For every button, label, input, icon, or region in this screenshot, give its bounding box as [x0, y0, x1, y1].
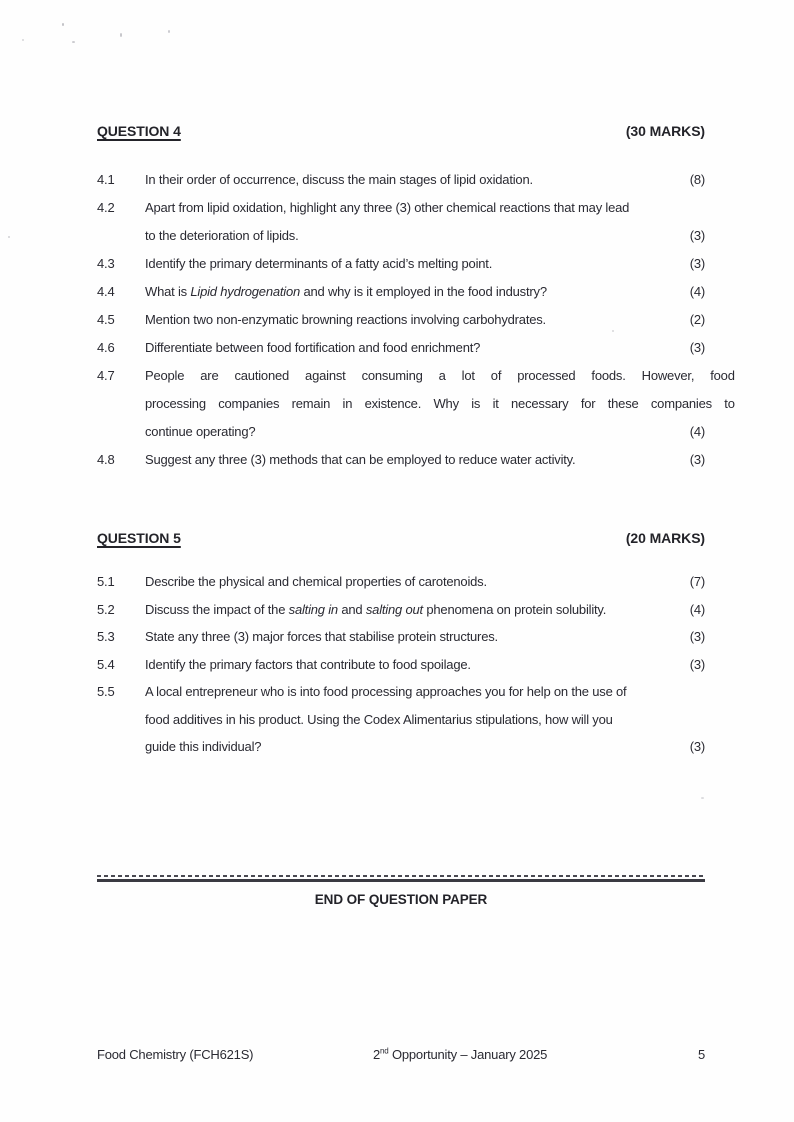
question-marks: (3) — [689, 739, 705, 754]
question-item — [97, 446, 705, 474]
section-header — [97, 121, 705, 141]
question-number: 5.4 — [97, 656, 115, 672]
question-number: 4.6 — [97, 340, 115, 355]
question-marks: (3) — [689, 256, 705, 271]
question-marks: (4) — [689, 284, 705, 299]
text-segment: Identify the primary determinants of a fatty acid’s melting point. — [145, 256, 493, 271]
question-text-line — [145, 166, 705, 194]
question-item — [97, 678, 705, 761]
end-of-paper-note: END OF QUESTION PAPER — [314, 891, 488, 907]
text-segment: State any three (3) major forces that stabilise protein structures. — [145, 629, 498, 644]
question-number: 4.7 — [97, 368, 115, 383]
text-segment: Lipid hydrogenation — [190, 284, 301, 299]
question-item — [97, 568, 705, 596]
scan-artifact — [22, 39, 24, 41]
text-segment: salting out — [365, 601, 423, 617]
question-text-line — [145, 250, 705, 278]
question-item — [97, 334, 705, 362]
question-text-line — [145, 362, 735, 390]
section-header — [97, 528, 705, 548]
text-segment: phenomena on protein solubility. — [422, 601, 607, 617]
question-marks: (4) — [689, 601, 705, 617]
question-item — [97, 278, 705, 306]
scan-artifact — [62, 23, 64, 26]
text-segment: People are cautioned against consuming a lot of processed foods. However, food — [145, 368, 735, 383]
question-text-line — [145, 568, 705, 596]
question-text-line — [145, 733, 705, 761]
question-item — [97, 166, 705, 194]
section-marks-total: (20 MARKS) — [625, 530, 705, 546]
question-marks: (3) — [689, 452, 705, 467]
question-marks: (3) — [689, 629, 705, 644]
question-number: 4.4 — [97, 284, 115, 299]
question-item — [97, 596, 705, 624]
question-number: 4.8 — [97, 452, 115, 467]
question-text-line — [145, 306, 705, 334]
text-segment: to the deterioration of lipids. — [145, 228, 299, 243]
footer-exam-session — [373, 1046, 547, 1064]
question-text-line — [145, 678, 705, 706]
question-number: 4.3 — [97, 256, 115, 271]
text-segment: salting in — [288, 601, 338, 617]
text-segment: Describe the physical and chemical properties of carotenoids. — [145, 574, 487, 589]
question-sections — [97, 121, 735, 761]
question-text-line — [145, 278, 705, 306]
text-segment: and why is it employed in the food industry? — [300, 284, 547, 299]
text-segment: In their order of occurrence, discuss the main stages of lipid oxidation. — [145, 172, 533, 187]
text-segment: Mention two non-enzymatic browning reactions involving carbohydrates. — [145, 312, 546, 327]
end-divider — [97, 875, 705, 883]
question-text-line — [145, 651, 705, 679]
question-text-line — [145, 390, 735, 418]
text-segment: What is — [145, 284, 191, 299]
text-segment: A local entrepreneur who is into food processing approaches you for help on the use of — [145, 684, 627, 699]
text-segment: Suggest any three (3) methods that can be employed to reduce water activity. — [145, 452, 576, 467]
question-text-line — [145, 194, 705, 222]
text-segment: food additives in his product. Using the Codex Alimentarius stipulations, how will you — [145, 711, 613, 727]
section-marks-total: (30 MARKS) — [625, 123, 705, 139]
dashed-rule — [97, 875, 705, 877]
text-segment: Discuss the impact of the — [145, 601, 289, 617]
question-marks: (3) — [689, 340, 705, 355]
question-list — [97, 568, 705, 761]
text-segment: processing companies remain in existence. Why is it necessary for these companies to — [145, 396, 735, 411]
section-title: QUESTION 4 — [97, 123, 181, 139]
question-text-line — [145, 222, 705, 250]
solid-rule — [97, 879, 705, 882]
question-text-line — [145, 706, 705, 734]
question-marks: (7) — [689, 574, 705, 589]
question-text-line — [145, 623, 705, 651]
text-segment: and — [337, 601, 366, 617]
scan-artifact — [72, 41, 75, 43]
question-number: 5.3 — [97, 629, 115, 644]
question-text-line — [145, 596, 705, 624]
question-marks: (4) — [689, 424, 705, 439]
question-text-line — [145, 334, 705, 362]
question-marks: (2) — [689, 312, 705, 327]
question-marks: (3) — [689, 228, 705, 243]
text-segment: continue operating? — [145, 424, 256, 439]
text-segment: guide this individual? — [145, 739, 262, 754]
text-segment: Identify the primary factors that contribute to food spoilage. — [145, 656, 471, 672]
question-item — [97, 362, 735, 446]
question-marks: (8) — [689, 172, 705, 187]
footer-session-rest: Opportunity – January 2025 — [388, 1047, 548, 1062]
question-item — [97, 623, 705, 651]
question-text-line — [145, 446, 705, 474]
footer-ordinal-suffix: nd — [380, 1046, 389, 1056]
question-list — [97, 166, 735, 474]
text-segment: Differentiate between food fortification and food enrichment? — [145, 340, 481, 355]
footer-page-number: 5 — [697, 1047, 705, 1062]
footer-course-code: Food Chemistry (FCH621S) — [97, 1047, 254, 1062]
section-title: QUESTION 5 — [97, 530, 181, 546]
question-number: 5.1 — [97, 574, 115, 589]
question-number: 4.2 — [97, 200, 115, 215]
question-item — [97, 194, 705, 250]
question-marks: (3) — [689, 656, 705, 672]
question-item — [97, 250, 705, 278]
question-item — [97, 306, 705, 334]
question-number: 4.5 — [97, 312, 115, 327]
question-number: 4.1 — [97, 172, 115, 187]
footer-session-number: 2 — [373, 1047, 381, 1062]
scan-artifact — [8, 236, 10, 238]
question-number: 5.2 — [97, 601, 115, 617]
question-number: 5.5 — [97, 684, 115, 699]
question-text-line — [145, 418, 705, 446]
question-item — [97, 651, 705, 679]
page-content — [97, 0, 735, 909]
text-segment: Apart from lipid oxidation, highlight any three (3) other chemical reactions that may lead — [145, 200, 630, 215]
